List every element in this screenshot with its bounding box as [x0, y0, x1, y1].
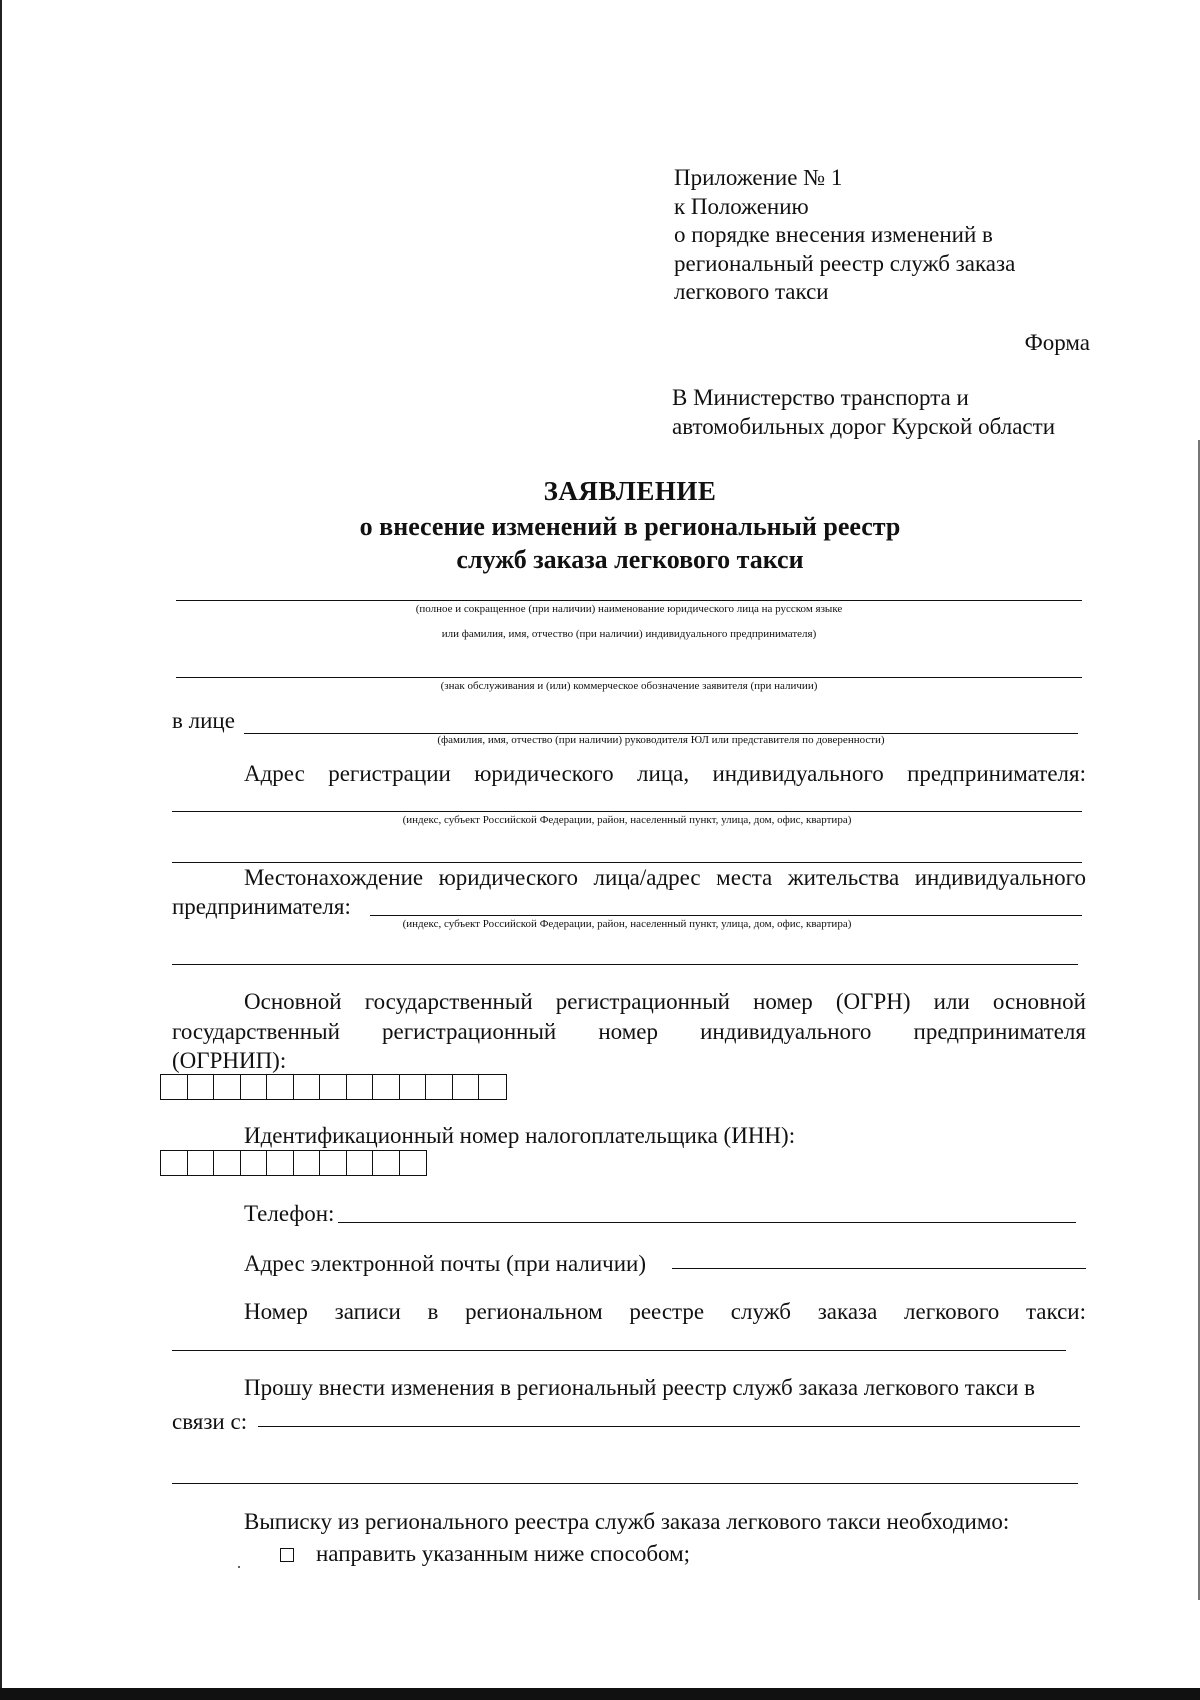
request-label-2: связи с:: [172, 1409, 248, 1434]
inn-cell[interactable]: [267, 1151, 294, 1175]
appendix-line: легкового такси: [674, 279, 829, 304]
document-subtitle-2: служб заказа легкового такси: [456, 545, 804, 574]
request-reason-field-2[interactable]: [172, 1483, 1078, 1484]
ogrn-cell[interactable]: [188, 1075, 215, 1099]
reg-address-label: Адрес регистрации юридического лица, индивидуального предпринимателя:: [244, 761, 1086, 786]
inn-cell[interactable]: [347, 1151, 374, 1175]
recipient-block: [672, 384, 1055, 441]
recipient-line: автомобильных дорог Курской области: [672, 413, 1056, 439]
appendix-line: о порядке внесения изменений в: [674, 222, 993, 247]
request-reason-field[interactable]: [258, 1426, 1080, 1427]
service-mark-caption: (знак обслуживания и (или) коммерческое обозначение заявителя (при наличии): [440, 680, 818, 692]
ogrn-cell[interactable]: [294, 1075, 321, 1099]
appendix-line: региональный реестр служб заказа: [674, 250, 1016, 276]
location-field[interactable]: [370, 915, 1082, 916]
location-label: Местонахождение юридического лица/адрес места жительства индивидуального: [244, 865, 1086, 890]
inn-cell[interactable]: [294, 1151, 321, 1175]
document-title: ЗАЯВЛЕНИЕ: [543, 476, 717, 506]
inn-cells[interactable]: [160, 1150, 427, 1176]
extract-label: Выписку из регионального реестра служб заказа легкового такси необходимо:: [244, 1509, 1010, 1534]
ogrn-cell[interactable]: [214, 1075, 241, 1099]
reg-address-field-2[interactable]: [172, 862, 1082, 863]
ogrn-cell[interactable]: [267, 1075, 294, 1099]
inn-cell[interactable]: [188, 1151, 215, 1175]
location-caption: (индекс, субъект Российской Федерации, район, населенный пункт, улица, дом, офис, квартира): [402, 918, 852, 930]
inn-cell[interactable]: [320, 1151, 347, 1175]
ogrn-label-3: (ОГРНИП):: [172, 1048, 287, 1073]
inn-cell[interactable]: [214, 1151, 241, 1175]
form-label: Форма: [1024, 330, 1090, 355]
inn-label: Идентификационный номер налогоплательщика (ИНН):: [244, 1123, 796, 1148]
ogrn-cells[interactable]: [160, 1074, 507, 1100]
inn-cell[interactable]: [373, 1151, 400, 1175]
represented-caption: (фамилия, имя, отчество (при наличии) руководителя ЮЛ или представителя по доверенности): [437, 734, 885, 746]
applicant-name-caption-2: или фамилия, имя, отчество (при наличии) индивидуального предпринимателя): [441, 628, 817, 640]
represented-label: в лице: [172, 708, 235, 733]
appendix-line: Приложение № 1: [674, 165, 843, 190]
service-mark-field[interactable]: [176, 677, 1082, 678]
recipient-line: В Министерство транспорта и: [672, 385, 969, 410]
ogrn-cell[interactable]: [347, 1075, 374, 1099]
ogrn-cell[interactable]: [479, 1075, 506, 1099]
reg-address-field[interactable]: [172, 811, 1082, 812]
applicant-name-field[interactable]: [176, 600, 1082, 601]
send-option-label: направить указанным ниже способом;: [316, 1541, 691, 1566]
document-subtitle: о внесение изменений в региональный реестр: [359, 512, 901, 541]
scan-left-edge: [0, 0, 2, 1700]
send-option-checkbox[interactable]: [280, 1548, 294, 1562]
reg-address-caption: (индекс, субъект Российской Федерации, район, населенный пункт, улица, дом, офис, квартира): [402, 814, 852, 826]
scan-speck: [238, 1566, 240, 1568]
inn-cell[interactable]: [161, 1151, 188, 1175]
phone-field[interactable]: [338, 1222, 1076, 1223]
scan-bottom-edge: [0, 1688, 1200, 1700]
ogrn-cell[interactable]: [241, 1075, 268, 1099]
inn-cell[interactable]: [400, 1151, 427, 1175]
applicant-name-caption: (полное и сокращенное (при наличии) наименование юридического лица на русском языке: [415, 603, 843, 615]
inn-cell[interactable]: [241, 1151, 268, 1175]
appendix-block: [674, 164, 1015, 307]
ogrn-cell[interactable]: [453, 1075, 480, 1099]
location-field-2[interactable]: [172, 964, 1078, 965]
location-label-2: предпринимателя:: [172, 894, 351, 919]
registry-number-label: Номер записи в региональном реестре служб заказа легкового такси:: [244, 1299, 1086, 1324]
appendix-line: к Положению: [674, 193, 809, 219]
ogrn-cell[interactable]: [400, 1075, 427, 1099]
email-label: Адрес электронной почты (при наличии): [244, 1251, 646, 1276]
ogrn-cell[interactable]: [320, 1075, 347, 1099]
ogrn-cell[interactable]: [426, 1075, 453, 1099]
phone-label: Телефон:: [244, 1201, 335, 1226]
request-label: Прошу внести изменения в региональный реестр служб заказа легкового такси в: [244, 1375, 1035, 1400]
ogrn-label: Основной государственный регистрационный номер (ОГРН) или основной: [244, 989, 1086, 1014]
ogrn-label-2: государственный регистрационный номер индивидуального предпринимателя: [172, 1019, 1086, 1044]
ogrn-cell[interactable]: [373, 1075, 400, 1099]
registry-number-field[interactable]: [172, 1350, 1066, 1351]
email-field[interactable]: [672, 1268, 1086, 1269]
ogrn-cell[interactable]: [161, 1075, 188, 1099]
